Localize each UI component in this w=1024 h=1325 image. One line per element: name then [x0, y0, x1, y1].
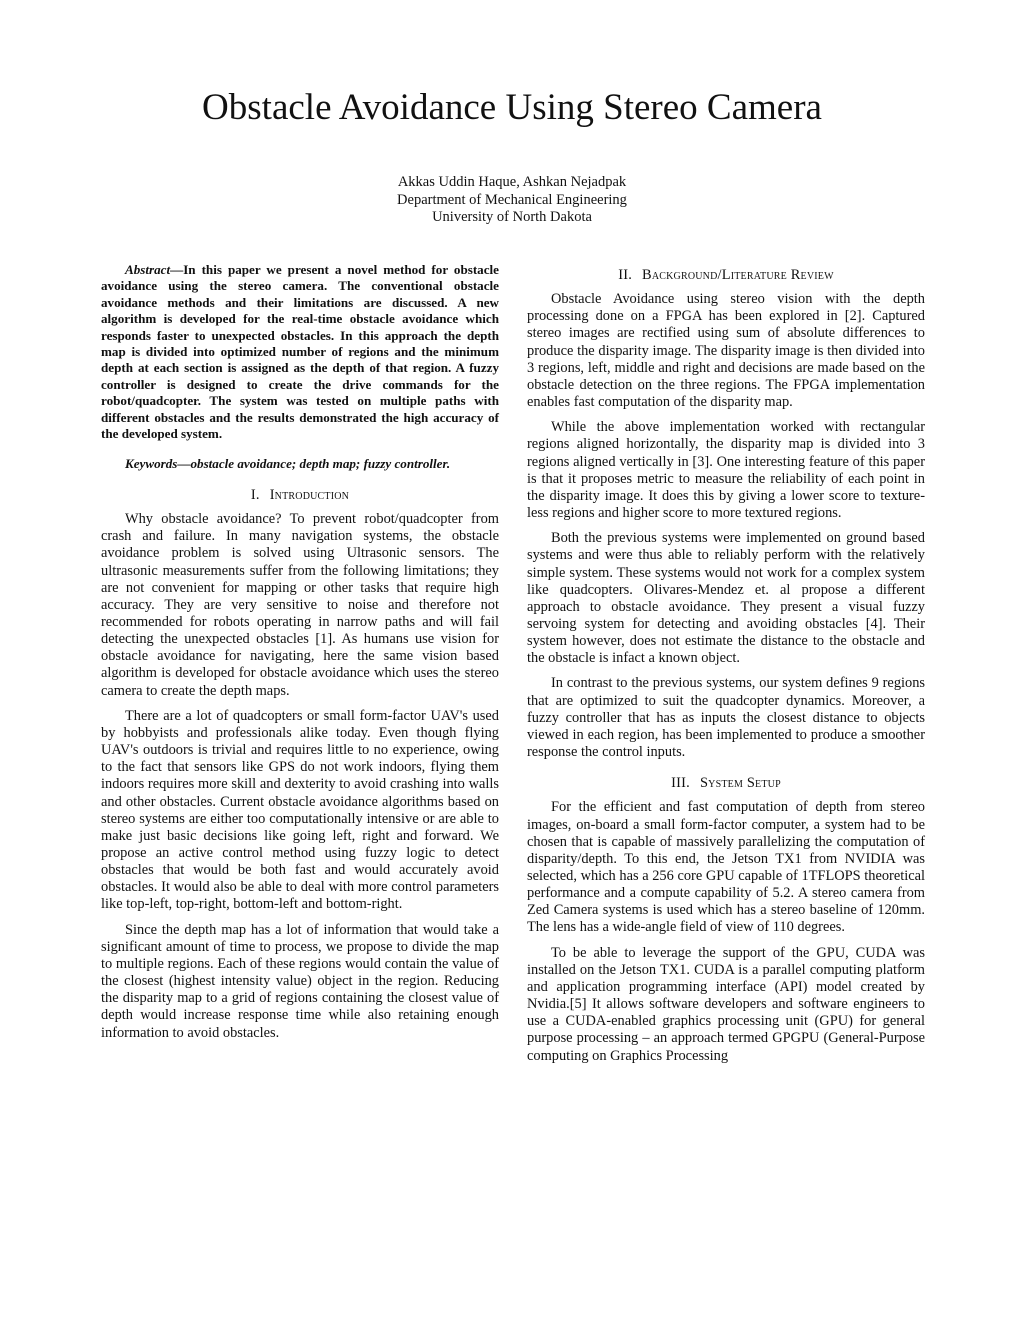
- setup-paragraph-1: For the efficient and fast computation of depth from stereo images, on-board a small form-factor computer, a system had to be chosen that is capable of massively parallelizing the computation of disparity/depth. To this end, the Jetson TX1 from NVIDIA was selected, which has a 256 core GPU capable of 1TFLOPS theoretical performance and a compute capability of 5.2. A stereo camera from Zed Camera systems is used which has a stereo baseline of 120mm. The lens has a wide-angle field of view of 110 degrees.: [527, 799, 925, 936]
- author-block: [0, 174, 1024, 227]
- keywords: Keywords—obstacle avoidance; depth map; fuzzy controller.: [125, 456, 451, 472]
- abstract-lead: Abstract: [125, 262, 171, 277]
- section-title: System Setup: [699, 775, 781, 792]
- background-paragraph-1: Obstacle Avoidance using stereo vision with the depth processing done on a FPGA has been explored in [2]. Captured stereo images are rectified using sum of absolute differences to produce the disparity image. The disparity image is then divided into 3 regions, left, middle and right and decisions are made based on the obstacle detection on the three regions. The FPGA implementation enables fast computation of the disparity map.: [527, 291, 925, 411]
- section-heading-background: [527, 267, 925, 284]
- paper-title: Obstacle Avoidance Using Stereo Camera: [202, 87, 822, 128]
- right-column: [527, 262, 925, 1073]
- abstract-text: —In this paper we present a novel method for obstacle avoidance using the stereo camera. The conventional obstacle avoidance methods and their limitations are discussed. A new algorithm is developed for the real-time obstacle avoidance which responds faster to unexpected obstacles. In this approach the depth map is divided into optimized number of regions and the minimum depth at each section is assigned as the depth of that region. A fuzzy controller is designed to create the drive commands for the robot/quadcopter. The system was tested on multiple paths with different obstacles and the results demonstrated the high accuracy of the developed system.: [101, 262, 499, 442]
- left-column: [101, 262, 499, 1050]
- author-university: University of North Dakota: [432, 209, 592, 225]
- section-number: II.: [618, 267, 633, 283]
- section-number: III.: [671, 775, 690, 792]
- background-paragraph-2: While the above implementation worked with rectangular regions aligned horizontally, the disparity map is divided into 3 regions aligned vertically in [3]. One interesting feature of this paper is that it proposes metric to measure the reliability of each point in the disparity image. It does this by giving a lower score to texture-less regions and higher score to more textured regions.: [527, 419, 925, 522]
- abstract: [101, 262, 499, 442]
- intro-paragraph-1: Why obstacle avoidance? To prevent robot/quadcopter from crash and failure. In many navigation systems, the obstacle avoidance problem is solved using Ultrasonic sensors. The ultrasonic measurements suffer from the following limitations; they are not convenient for mapping or other tasks that require high accuracy. They are very sensitive to noise and therefore not recommended for robots operating in narrow paths and will fail detecting the unexpected obstacles [1]. As humans use vision for obstacle avoidance for navigating, here the same vision based algorithm is developed for obstacle avoidance which uses the stereo camera to create the depth maps.: [101, 511, 499, 699]
- background-paragraph-3: Both the previous systems were implemented on ground based systems and were thus able to reliably perform with the relatively simple system. These systems would not work for a complex system like quadcopters. Olivares-Mendez et. al propose a different approach to obstacle avoidance. They present a visual fuzzy servoing system for detecting and avoiding obstacles [4]. Their system however, does not estimate the distance to the obstacle and the obstacle is infact a known object.: [527, 530, 925, 667]
- section-number: I.: [250, 486, 260, 503]
- section-title: Introduction: [269, 486, 350, 503]
- intro-paragraph-2: There are a lot of quadcopters or small form-factor UAV's used by hobbyists and professionals alike today. Even though flying UAV's outdoors is trivial and requires little to no experience, owing to the fact that sensors like GPS do not work indoors, flying them indoors requires more skill and dexterity to avoid crashing into walls and other obstacles. Current obstacle avoidance algorithms based on stereo systems are either too computationally intensive or are able to make just basic decisions like going left, right and forward. We propose an active control method using fuzzy logic to detect obstacles that would be both fast and would accurately avoid obstacles. It would also be able to deal with more control parameters like top-left, top-right, bottom-left and bottom-right.: [101, 707, 499, 913]
- author-department: Department of Mechanical Engineering: [397, 191, 627, 208]
- author-names: Akkas Uddin Haque, Ashkan Nejadpak: [397, 174, 627, 190]
- section-title: Background/Literature Review: [642, 267, 834, 283]
- setup-paragraph-2: To be able to leverage the support of the GPU, CUDA was installed on the Jetson TX1. CUDA is a parallel computing platform and application programming interface (API) model created by Nvidia.[5] It allows software developers and software engineers to use a CUDA-enabled graphics processing unit (GPU) for general purpose processing – an approach termed GPGPU (General-Purpose computing on Graphics Processing: [527, 944, 925, 1064]
- section-heading-system-setup: [527, 775, 925, 792]
- section-heading-introduction: [101, 487, 499, 504]
- intro-paragraph-3: Since the depth map has a lot of information that would take a significant amount of time to process, we propose to divide the map to multiple regions. Each of these regions would contain the value of the closest (highest intensity value) object in the region. Reducing the disparity map to a grid of regions containing the closest value of depth would increase response time while also retaining enough information to avoid obstacles.: [101, 921, 499, 1041]
- background-paragraph-4: In contrast to the previous systems, our system defines 9 regions that are optimized to suit the quadcopter dynamics. Moreover, a fuzzy controller that has as inputs the closest distance to objects viewed in each region, has been implemented to produce a smoother response the control inputs.: [527, 675, 925, 761]
